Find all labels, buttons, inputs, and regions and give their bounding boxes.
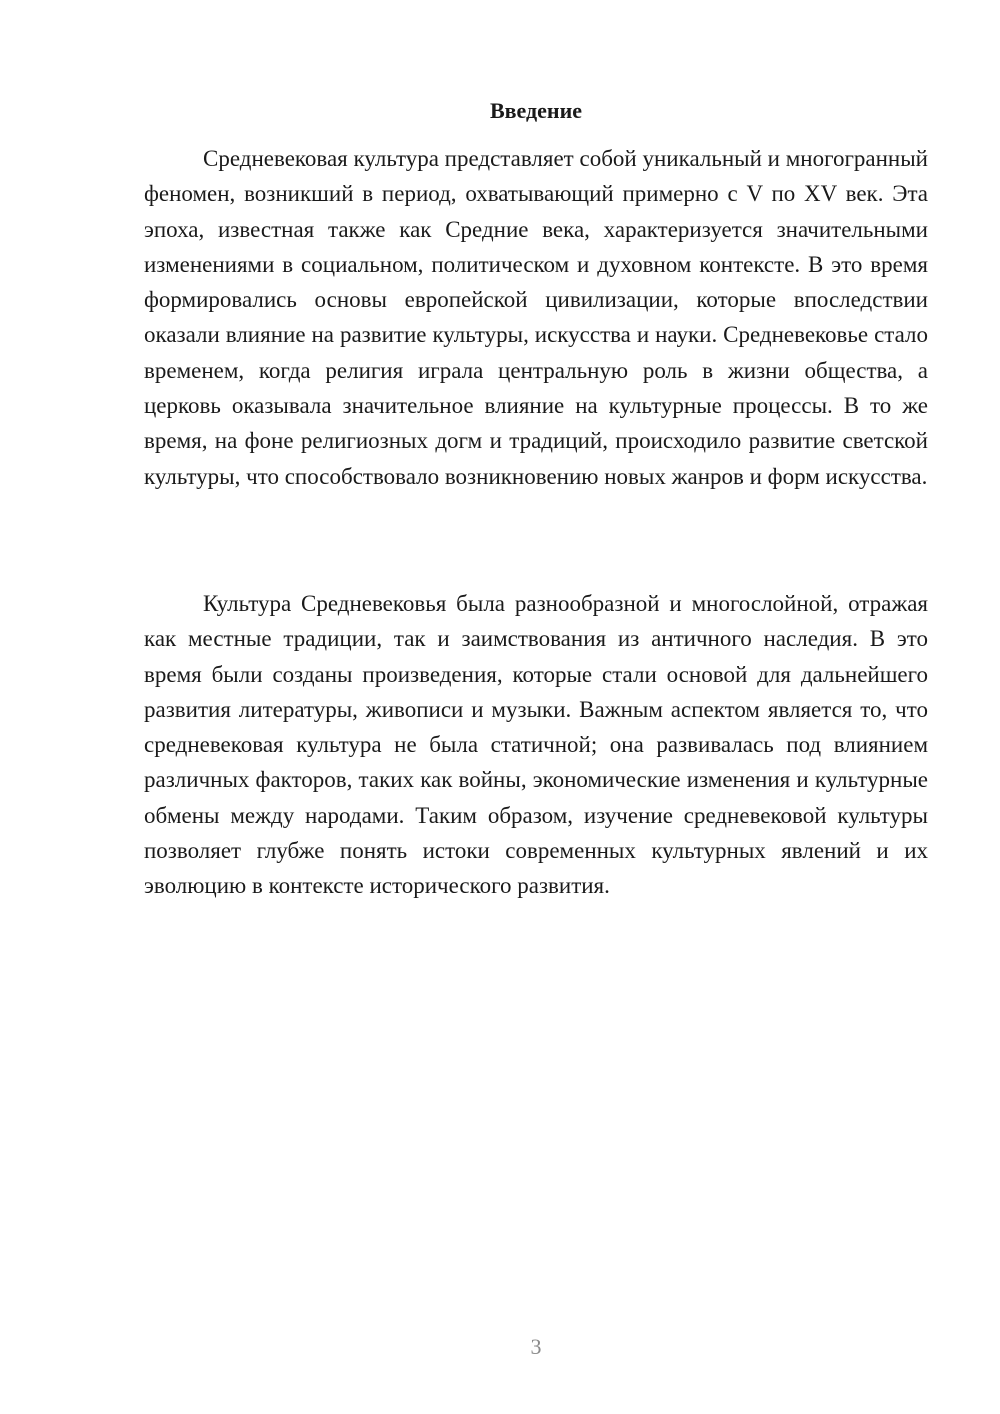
- paragraph-introduction-2: Культура Средневековья была разнообразной и многослойной, отражая как местные традиции, так и заимствования из античного наследия. В это время были созданы произведения, которые стали основой для дальнейшего развития литературы, живописи и музыки. Важным аспектом является то, что средневековая культура не была статичной; она развивалась под влиянием различных факторов, таких как войны, экономические изменения и культурные обмены между народами. Таким образом, изучение средневековой культуры позволяет глубже понять истоки современных культурных явлений и их эволюцию в контексте исторического развития.: [144, 591, 928, 899]
- paragraph-introduction-1: Средневековая культура представляет собой уникальный и многогранный феномен, возникший в период, охватывающий примерно с V по XV век. Эта эпоха, известная также как Средние века, характеризуется значительными изменениями в социальном, политическом и духовном контексте. В это время формировались основы европейской цивилизации, которые впоследствии оказали влияние на развитие культуры, искусства и науки. Средневековье стало временем, когда религия играла центральную роль в жизни общества, а церковь оказывала значительное влияние на культурные процессы. В то же время, на фоне религиозных догм и традиций, происходило развитие светской культуры, что способствовало возникновению новых жанров и форм искусства.: [144, 146, 928, 489]
- page-number: 3: [530, 1334, 542, 1359]
- page-title: Введение: [489, 98, 583, 123]
